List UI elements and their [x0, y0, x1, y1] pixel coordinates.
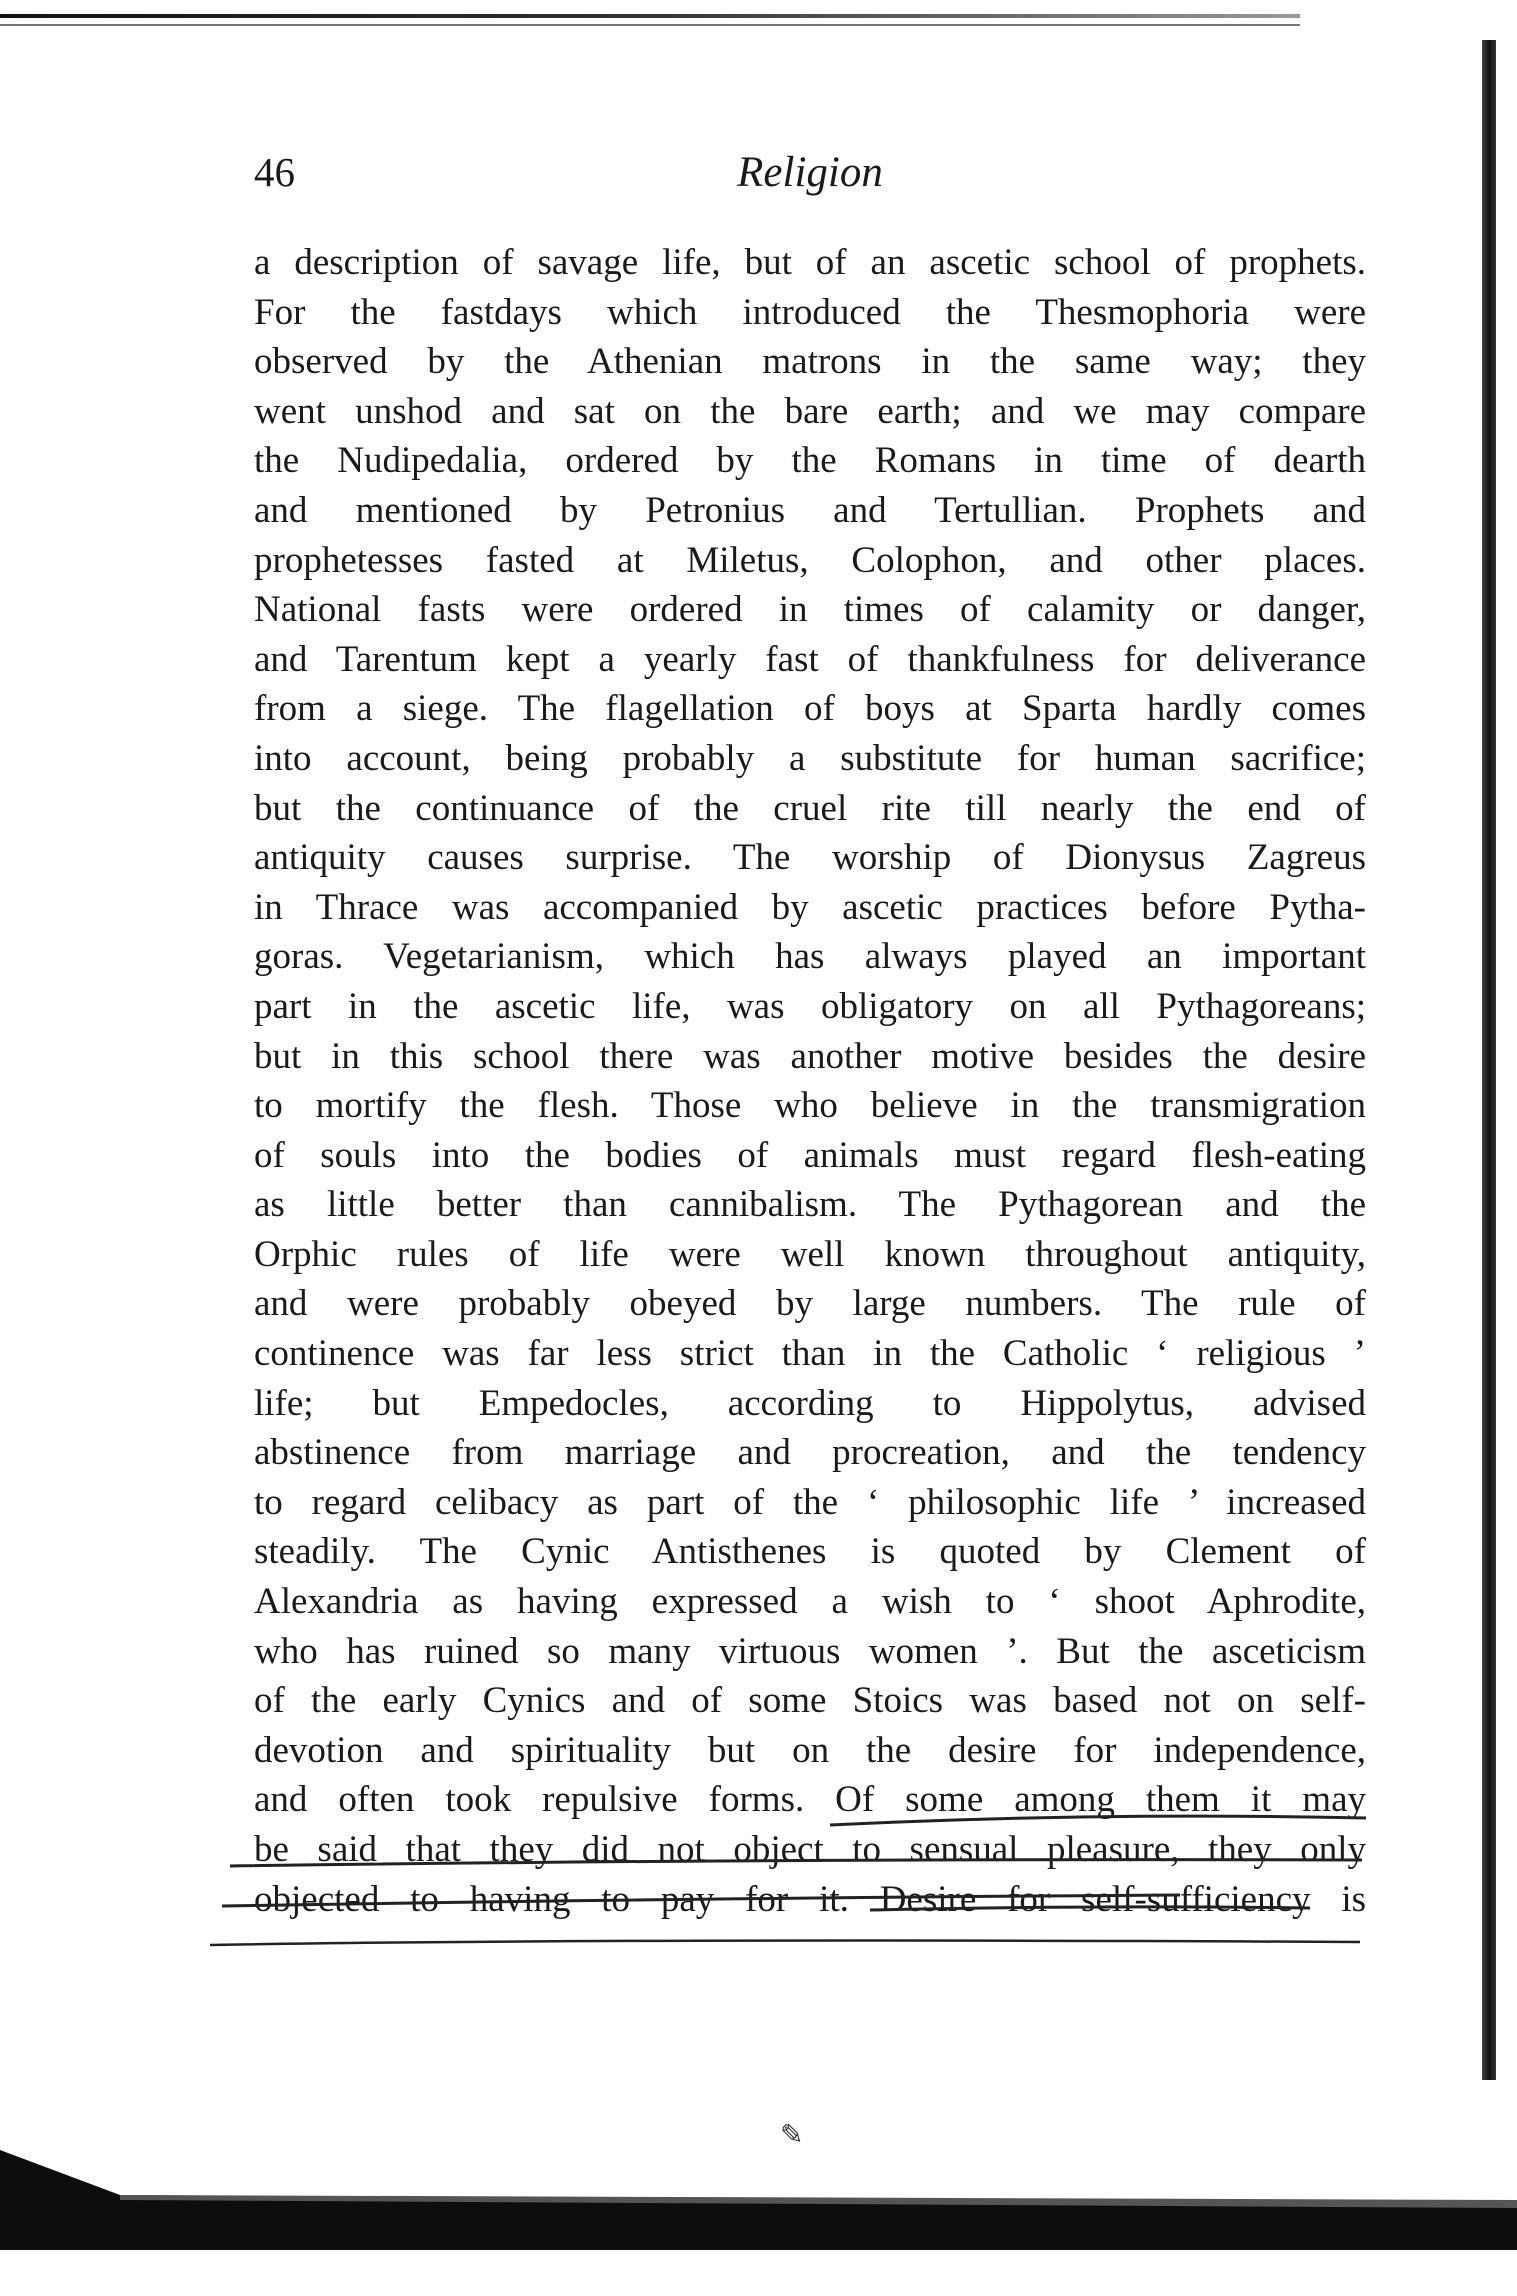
text-line: the Nudipedalia, ordered by the Romans in time of dearth — [254, 440, 1366, 482]
text-line: goras. Vegetarianism, which has always played an important — [254, 936, 1366, 978]
text-line: steadily. The Cynic Antisthenes is quoted by Clement of — [254, 1531, 1366, 1573]
text-line: and often took repulsive forms. Of some among them it may — [254, 1779, 1366, 1821]
text-line: life; but Empedocles, according to Hippolytus, advised — [254, 1382, 1366, 1424]
text-line: objected to having to pay for it. Desire for self-sufficiency is — [254, 1878, 1366, 1920]
text-line: antiquity causes surprise. The worship of Dionysus Zagreus — [254, 837, 1366, 879]
page-header — [254, 148, 1366, 208]
text-line: as little better than cannibalism. The Pythagorean and the — [254, 1184, 1366, 1226]
text-line: of the early Cynics and of some Stoics was based not on self- — [254, 1680, 1366, 1722]
text-line: and were probably obeyed by large numbers. The rule of — [254, 1283, 1366, 1325]
text-line: part in the ascetic life, was obligatory on all Pythagoreans; — [254, 985, 1366, 1027]
running-title: Religion — [737, 149, 883, 196]
text-line: from a siege. The flagellation of boys at Sparta hardly comes — [254, 688, 1366, 730]
scan-bottom-edge — [0, 2150, 1517, 2250]
text-line: into account, being probably a substitute for human sacrifice; — [254, 737, 1366, 779]
scan-top-edge — [0, 14, 1300, 18]
text-line: be said that they did not object to sensual pleasure, they only — [254, 1829, 1366, 1870]
text-line: Alexandria as having expressed a wish to ‘ shoot Aphrodite, — [254, 1581, 1366, 1623]
text-line: and mentioned by Petronius and Tertullian. Prophets and — [254, 489, 1366, 531]
text-line: to regard celibacy as part of the ‘ philosophic life ’ increased — [254, 1481, 1366, 1523]
footer-mark: ✎ — [780, 2120, 804, 2151]
text-line: but in this school there was another motive besides the desire — [254, 1035, 1366, 1077]
text-line: went unshod and sat on the bare earth; and we may compare — [254, 390, 1366, 432]
text-line: prophetesses fasted at Miletus, Colophon, and other places. — [254, 539, 1366, 581]
text-line: of souls into the bodies of animals must regard flesh-eating — [254, 1134, 1366, 1176]
text-line: who has ruined so many virtuous women ’. But the asceticism — [254, 1630, 1366, 1672]
text-line: but the continuance of the cruel rite till nearly the end of — [254, 787, 1366, 829]
scan-right-edge — [1482, 40, 1496, 2080]
text-line: Orphic rules of life were well known throughout antiquity, — [254, 1233, 1366, 1275]
text-line: continence was far less strict than in the Catholic ‘ religious ’ — [254, 1333, 1366, 1375]
text-line: devotion and spirituality but on the desire for independence, — [254, 1729, 1366, 1771]
text-line: a description of savage life, but of an ascetic school of prophets. — [254, 242, 1366, 283]
text-line: National fasts were ordered in times of calamity or danger, — [254, 589, 1366, 631]
page-number: 46 — [254, 149, 295, 195]
text-line: to mortify the flesh. Those who believe in the transmigration — [254, 1085, 1366, 1127]
body-text — [254, 238, 1366, 1924]
text-line: For the fastdays which introduced the Thesmophoria were — [254, 291, 1366, 333]
scan-top-edge-thin — [0, 24, 1300, 26]
text-line: and Tarentum kept a yearly fast of thankfulness for deliverance — [254, 638, 1366, 680]
text-line: in Thrace was accompanied by ascetic practices before Pytha- — [254, 886, 1366, 928]
text-line: abstinence from marriage and procreation, and the tendency — [254, 1432, 1366, 1474]
text-line: observed by the Athenian matrons in the same way; they — [254, 341, 1366, 383]
